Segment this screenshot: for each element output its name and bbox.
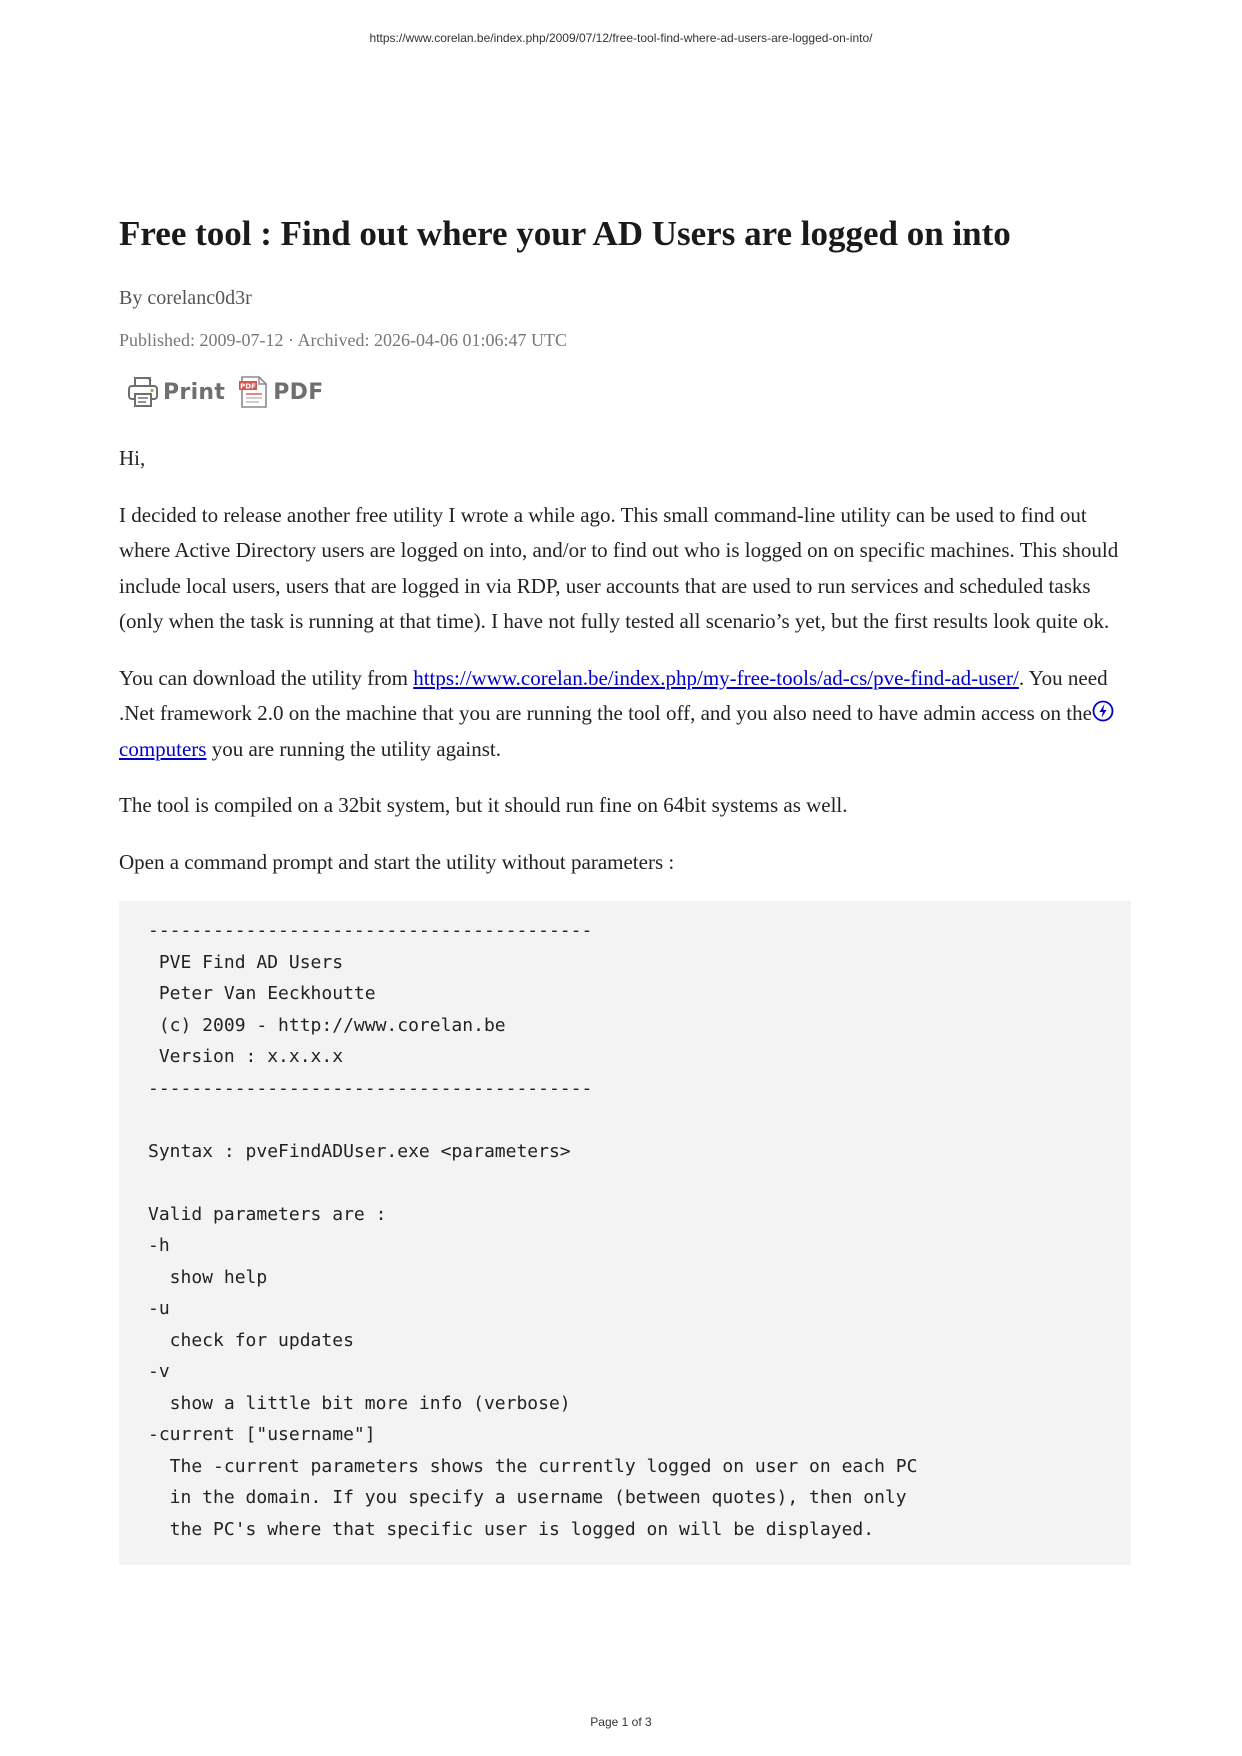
pdf-file-icon <box>239 376 269 408</box>
computers-link-text: computers <box>119 736 207 761</box>
print-button[interactable] <box>127 376 225 408</box>
svg-text:PDF: PDF <box>240 382 257 391</box>
paragraph-command-prompt: Open a command prompt and start the utility without parameters : <box>119 849 675 874</box>
print-pdf-toolbar <box>127 373 1131 411</box>
article-title: Free tool : Find out where your AD Users are logged on into <box>119 214 1011 253</box>
article-body <box>119 441 1131 880</box>
article-byline: By corelanc0d3r <box>119 287 252 309</box>
printer-icon <box>127 376 159 408</box>
print-label: Print <box>163 379 226 405</box>
page-url: https://www.corelan.be/index.php/2009/07/12/free-tool-find-where-ad-users-are-logged-on-into/ <box>369 31 873 45</box>
greeting: Hi, <box>119 446 146 470</box>
download-text-end: you are running the utility against. <box>206 736 502 761</box>
code-block: ----------------------------------------- PVE Find AD Users Peter Van Eeckhoutte (c) 2009 - http://www.corelan.be Version : x.x.x.x ----------------------------------------- Syntax : pveFindADUser.exe <parameters> Valid parameters are : -h show help -u check for updates -v show a little bit more info (verbose) -current ["username"] The -current parameters shows the currently logged on user on each PC in the domain. If you specify a username (between quotes), then only the PC's where that specific user is logged on will be displayed. <box>119 901 1131 1565</box>
page-number: Page 1 of 3 <box>590 1715 652 1729</box>
download-link[interactable]: https://www.corelan.be/index.php/my-free-tools/ad-cs/pve-find-ad-user/ <box>413 665 1019 690</box>
paragraph-intro: I decided to release another free utility I wrote a while ago. This small command-line utility can be used to find out where Active Directory users are logged on into, and/or to find out who is logged on on specific machines. This should include local users, users that are logged in via RDP, user accounts that are used to run services and scheduled tasks (only when the task is running at that time). I have not fully tested all scenario’s yet, but the first results look quite ok. <box>119 502 1119 633</box>
paragraph-download <box>119 661 1131 768</box>
lightning-bolt-icon <box>1092 700 1114 722</box>
article-dates: Published: 2009-07-12 · Archived: 2026-04-06 01:06:47 UTC <box>119 330 567 350</box>
pdf-label: PDF <box>273 379 324 405</box>
download-text-before: You can download the utility from <box>119 665 414 690</box>
article <box>119 210 1131 1565</box>
paragraph-compiled: The tool is compiled on a 32bit system, but it should run fine on 64bit systems as well. <box>119 793 848 817</box>
pdf-button[interactable] <box>239 376 323 408</box>
download-text-after: . You need .Net framework 2.0 on the machine that you are running the tool off, and you also need to have admin access on the <box>119 665 1108 725</box>
